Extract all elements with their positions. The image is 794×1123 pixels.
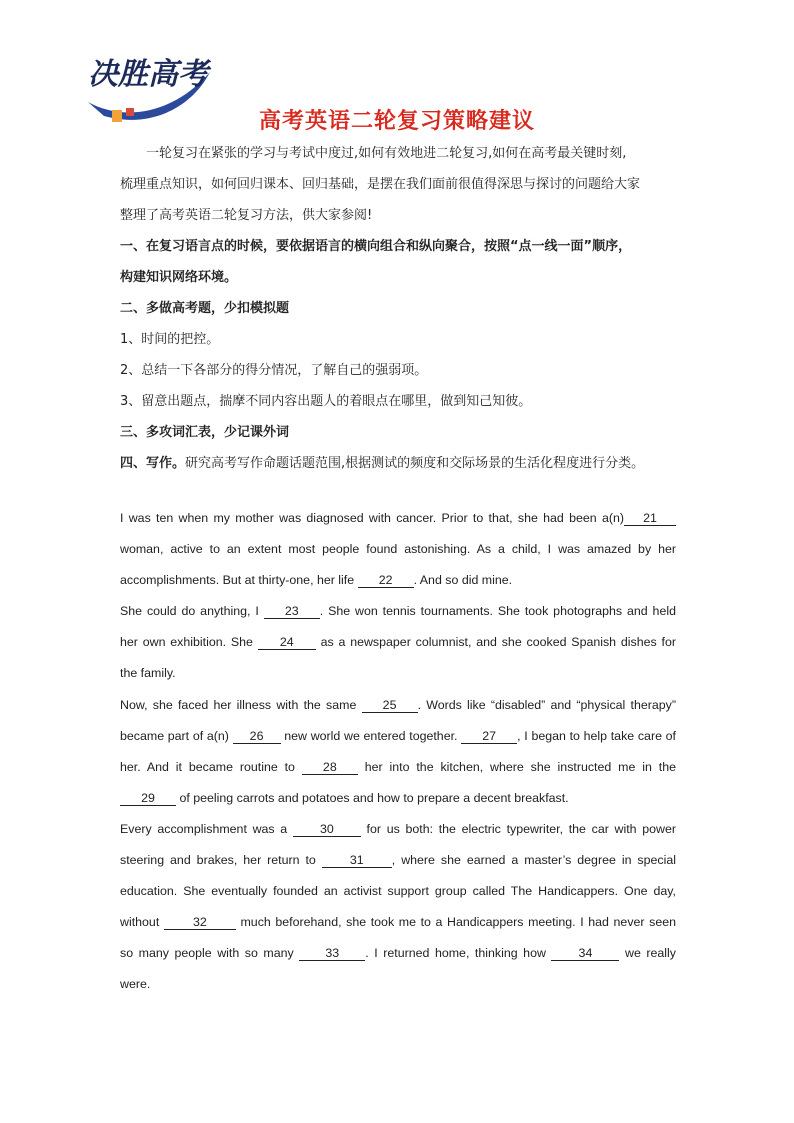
intro-line-2: 梳理重点知识，如何回归课本、回归基础，是摆在我们面前很值得深思与探讨的问题给大家 — [120, 177, 641, 192]
intro-line-3: 整理了高考英语二轮复习方法，供大家参阅! — [120, 208, 373, 223]
passage-text: She could do anything, I — [120, 604, 264, 619]
blank-34: 34 — [551, 946, 619, 961]
point-2-item-2: 2、总结一下各部分的得分情况，了解自己的强弱项。 — [120, 363, 428, 378]
passage-text: Every accomplishment was a — [120, 821, 293, 836]
passage-text: . She won tennis tournaments. She took photographs and held her own exhibition. She — [120, 604, 676, 650]
passage-text: , where she earned a master’s degree in special education. She eventually founded an activist support group called The Handicappers. One day, without — [120, 853, 677, 930]
passage-text: new world we entered together. — [280, 728, 462, 743]
passage-paragraph-1 — [120, 503, 676, 596]
blank-24: 24 — [258, 635, 316, 650]
point-2-item-1: 1、时间的把控。 — [120, 332, 220, 347]
passage-paragraph-3 — [120, 690, 676, 814]
point-3-heading: 三、多攻词汇表，少记课外词 — [120, 425, 290, 440]
blank-26: 26 — [233, 729, 281, 744]
blank-32: 32 — [164, 915, 236, 930]
blank-31: 31 — [322, 853, 392, 868]
point-1-line-2: 构建知识网络环境。 — [120, 270, 238, 285]
passage-text: . And so did mine. — [413, 573, 513, 588]
point-4 — [120, 448, 676, 479]
blank-23: 23 — [264, 604, 320, 619]
blank-30: 30 — [293, 822, 361, 837]
passage-text: her into the kitchen, where she instructed me in the — [357, 759, 676, 774]
blank-25: 25 — [362, 698, 418, 713]
blank-21: 21 — [624, 511, 676, 526]
point-2-heading: 二、多做高考题，少扣模拟题 — [120, 301, 290, 316]
intro-block — [120, 138, 676, 479]
passage-text: Now, she faced her illness with the same — [120, 697, 362, 712]
passage-text: as a newspaper columnist, and she cooked Spanish dishes for the family. — [120, 635, 676, 681]
passage-text: we really were. — [120, 946, 676, 992]
blank-28: 28 — [302, 760, 358, 775]
point-1-line-1: 一、在复习语言点的时候，要依据语言的横向组合和纵向聚合，按照“点一线一面”顺序， — [120, 239, 632, 254]
passage-text: woman, active to an extent most people found astonishing. As a child, I was amazed by her accomplishments. But at thirty-one, her life — [120, 542, 676, 588]
passage-paragraph-4 — [120, 814, 676, 1001]
logo-text: 决胜高考 — [88, 57, 208, 92]
passage-text: of peeling carrots and potatoes and how to prepare a decent breakfast. — [176, 790, 569, 805]
passage-paragraph-2 — [120, 596, 676, 689]
passage-text: for us both: the electric typewriter, the car with power steering and brakes, her return to — [120, 821, 676, 868]
point-2-item-3: 3、留意出题点，揣摩不同内容出题人的着眼点在哪里，做到知己知彼。 — [120, 394, 532, 409]
point-4-text: 研究高考写作命题话题范围,根据测试的频度和交际场景的生活化程度进行分类。 — [185, 456, 645, 471]
blank-22: 22 — [358, 573, 414, 588]
intro-line-1: 一轮复习在紧张的学习与考试中度过,如何有效地进二轮复习,如何在高考最关键时刻, — [146, 146, 627, 161]
page-title: 高考英语二轮复习策略建议 — [258, 109, 535, 134]
passage-text: much beforehand, she took me to a Handicappers meeting. I had never seen so many people with so many — [120, 915, 677, 961]
passage-text: . I returned home, thinking how — [365, 946, 552, 961]
blank-27: 27 — [461, 729, 517, 744]
passage-text: , I began to help take care of her. And it became routine to — [120, 728, 676, 774]
point-4-heading: 四、写作。 — [120, 456, 186, 471]
blank-29: 29 — [120, 791, 176, 806]
cloze-passage — [120, 503, 676, 1001]
passage-text: I was ten when my mother was diagnosed with cancer. Prior to that, she had been a(n) — [120, 511, 624, 525]
passage-text: . Words like “disabled” and “physical therapy” became part of a(n) — [120, 697, 676, 743]
blank-33: 33 — [299, 946, 365, 961]
